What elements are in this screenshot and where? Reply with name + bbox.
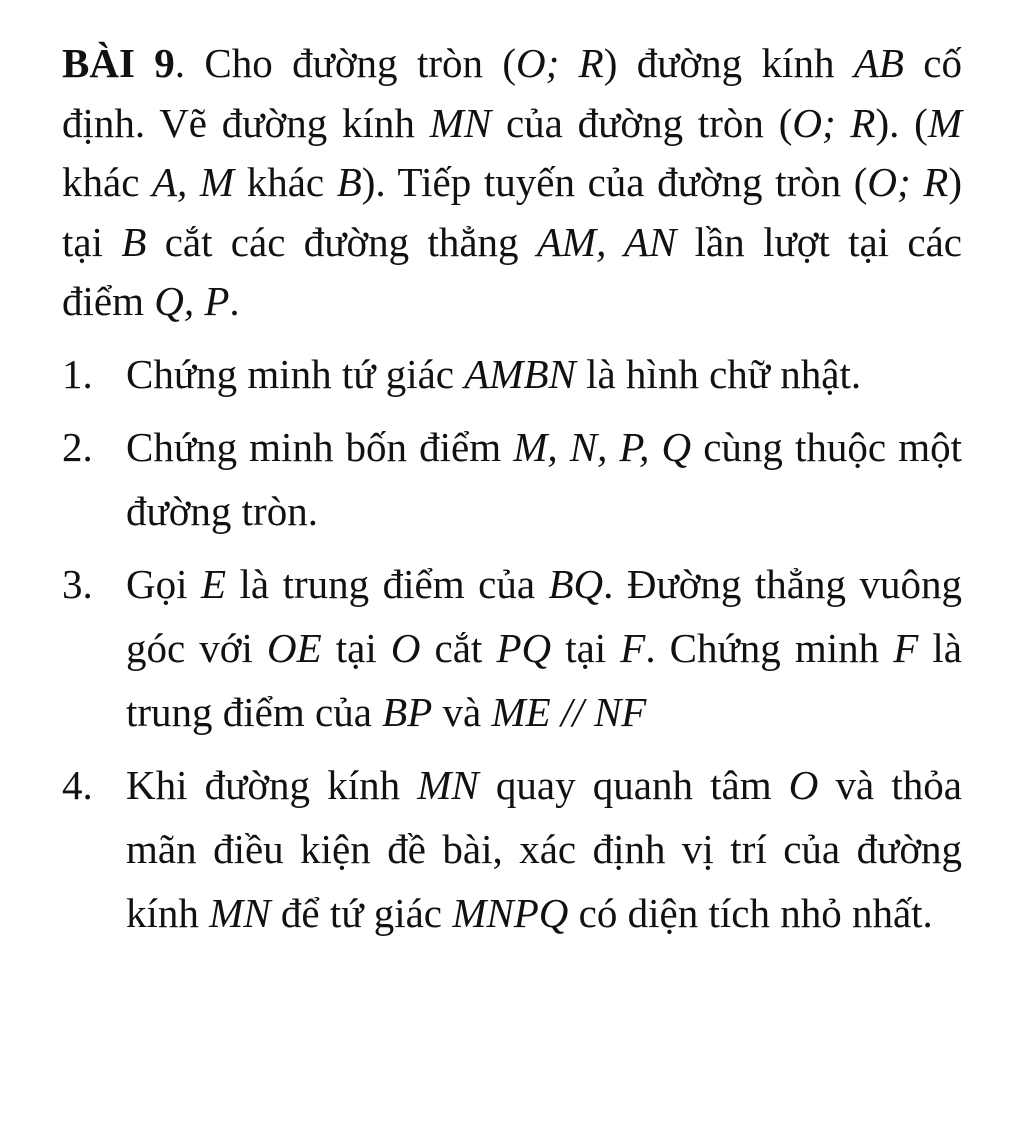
math-symbol: O <box>390 624 421 671</box>
text-run: tại <box>551 624 621 671</box>
math-symbol: BP <box>382 688 433 735</box>
document <box>62 34 962 954</box>
math-symbol: MN <box>209 889 271 936</box>
math-symbol: F <box>620 624 646 671</box>
text-run: . Chứng minh <box>645 624 894 671</box>
question-item-1 <box>62 342 962 406</box>
question-list <box>62 342 962 945</box>
text-run: Chứng minh tứ giác <box>126 350 465 397</box>
math-symbol: AMBN <box>464 350 576 397</box>
text-run: và thỏa mãn điều kiện đề bài, xác định vị trí của đường kính <box>126 761 962 936</box>
math-symbol: A, M <box>152 159 235 205</box>
text-run: tại <box>321 624 391 671</box>
text-run: . Cho đường tròn ( <box>174 40 517 86</box>
question-item-4 <box>62 753 962 945</box>
item-number: 1. <box>62 350 93 397</box>
text-run: quay quanh tâm <box>478 761 789 808</box>
math-symbol: B <box>121 218 147 265</box>
math-symbol: M, N, P, Q <box>513 423 692 470</box>
math-symbol: OE <box>266 624 322 671</box>
math-symbol: BQ <box>548 560 604 607</box>
item-number: 4. <box>62 761 93 808</box>
math-symbol: AM, AN <box>536 218 677 265</box>
text-run: là hình chữ nhật. <box>575 350 862 397</box>
text-run: ). ( <box>875 99 928 146</box>
text-run: Chứng minh bốn điểm <box>126 423 514 470</box>
text-run: để tứ giác <box>270 889 453 936</box>
text-run: có diện tích nhỏ nhất. <box>568 889 933 936</box>
math-symbol: PQ <box>496 624 552 671</box>
text-run: của đường tròn ( <box>491 99 793 146</box>
text-run: . Đường thẳng vuông góc với <box>126 560 962 671</box>
item-number: 3. <box>62 560 93 607</box>
text-run: cố định. Vẽ đường kính <box>62 40 963 146</box>
text-run: là trung điểm của <box>126 624 962 735</box>
text-run: ). Tiếp tuyến của đường tròn ( <box>361 159 868 205</box>
math-symbol: MNPQ <box>452 889 569 936</box>
problem-label: BÀI 9 <box>62 40 175 86</box>
question-item-2 <box>62 415 962 543</box>
text-run: cùng thuộc một đường tròn. <box>126 423 962 534</box>
math-symbol: O; R <box>792 99 876 146</box>
problem-statement <box>62 34 962 332</box>
text-run: cắt các đường thẳng <box>146 218 537 265</box>
math-symbol: MN <box>429 99 492 146</box>
text-run: khác <box>234 159 337 205</box>
math-symbol: O; R <box>516 40 604 86</box>
math-symbol: E <box>201 560 227 607</box>
text-run: Khi đường kính <box>126 761 418 808</box>
text-run <box>551 689 561 735</box>
text-run: ) đường kính <box>603 40 854 86</box>
math-symbol: // NF <box>560 688 647 735</box>
math-symbol: O <box>788 761 819 808</box>
math-symbol: MN <box>417 761 479 808</box>
text-run: . <box>229 278 240 324</box>
text-run: khác <box>62 159 153 205</box>
math-symbol: F <box>893 624 919 671</box>
math-symbol: ME <box>491 688 551 735</box>
item-number: 2. <box>62 423 93 470</box>
math-symbol: AB <box>853 40 904 86</box>
math-symbol: M <box>927 99 962 146</box>
text-run: và <box>432 688 492 735</box>
question-item-3 <box>62 552 962 744</box>
math-symbol: Q, P <box>154 278 230 324</box>
text-run: Gọi <box>126 560 201 607</box>
text-run: ) tại <box>62 159 962 265</box>
text-run: cắt <box>420 624 497 671</box>
math-symbol: B <box>336 159 362 205</box>
text-run: là trung điểm của <box>226 560 549 607</box>
math-symbol: O; R <box>867 159 949 205</box>
text-run: lần lượt tại các điểm <box>62 218 962 324</box>
